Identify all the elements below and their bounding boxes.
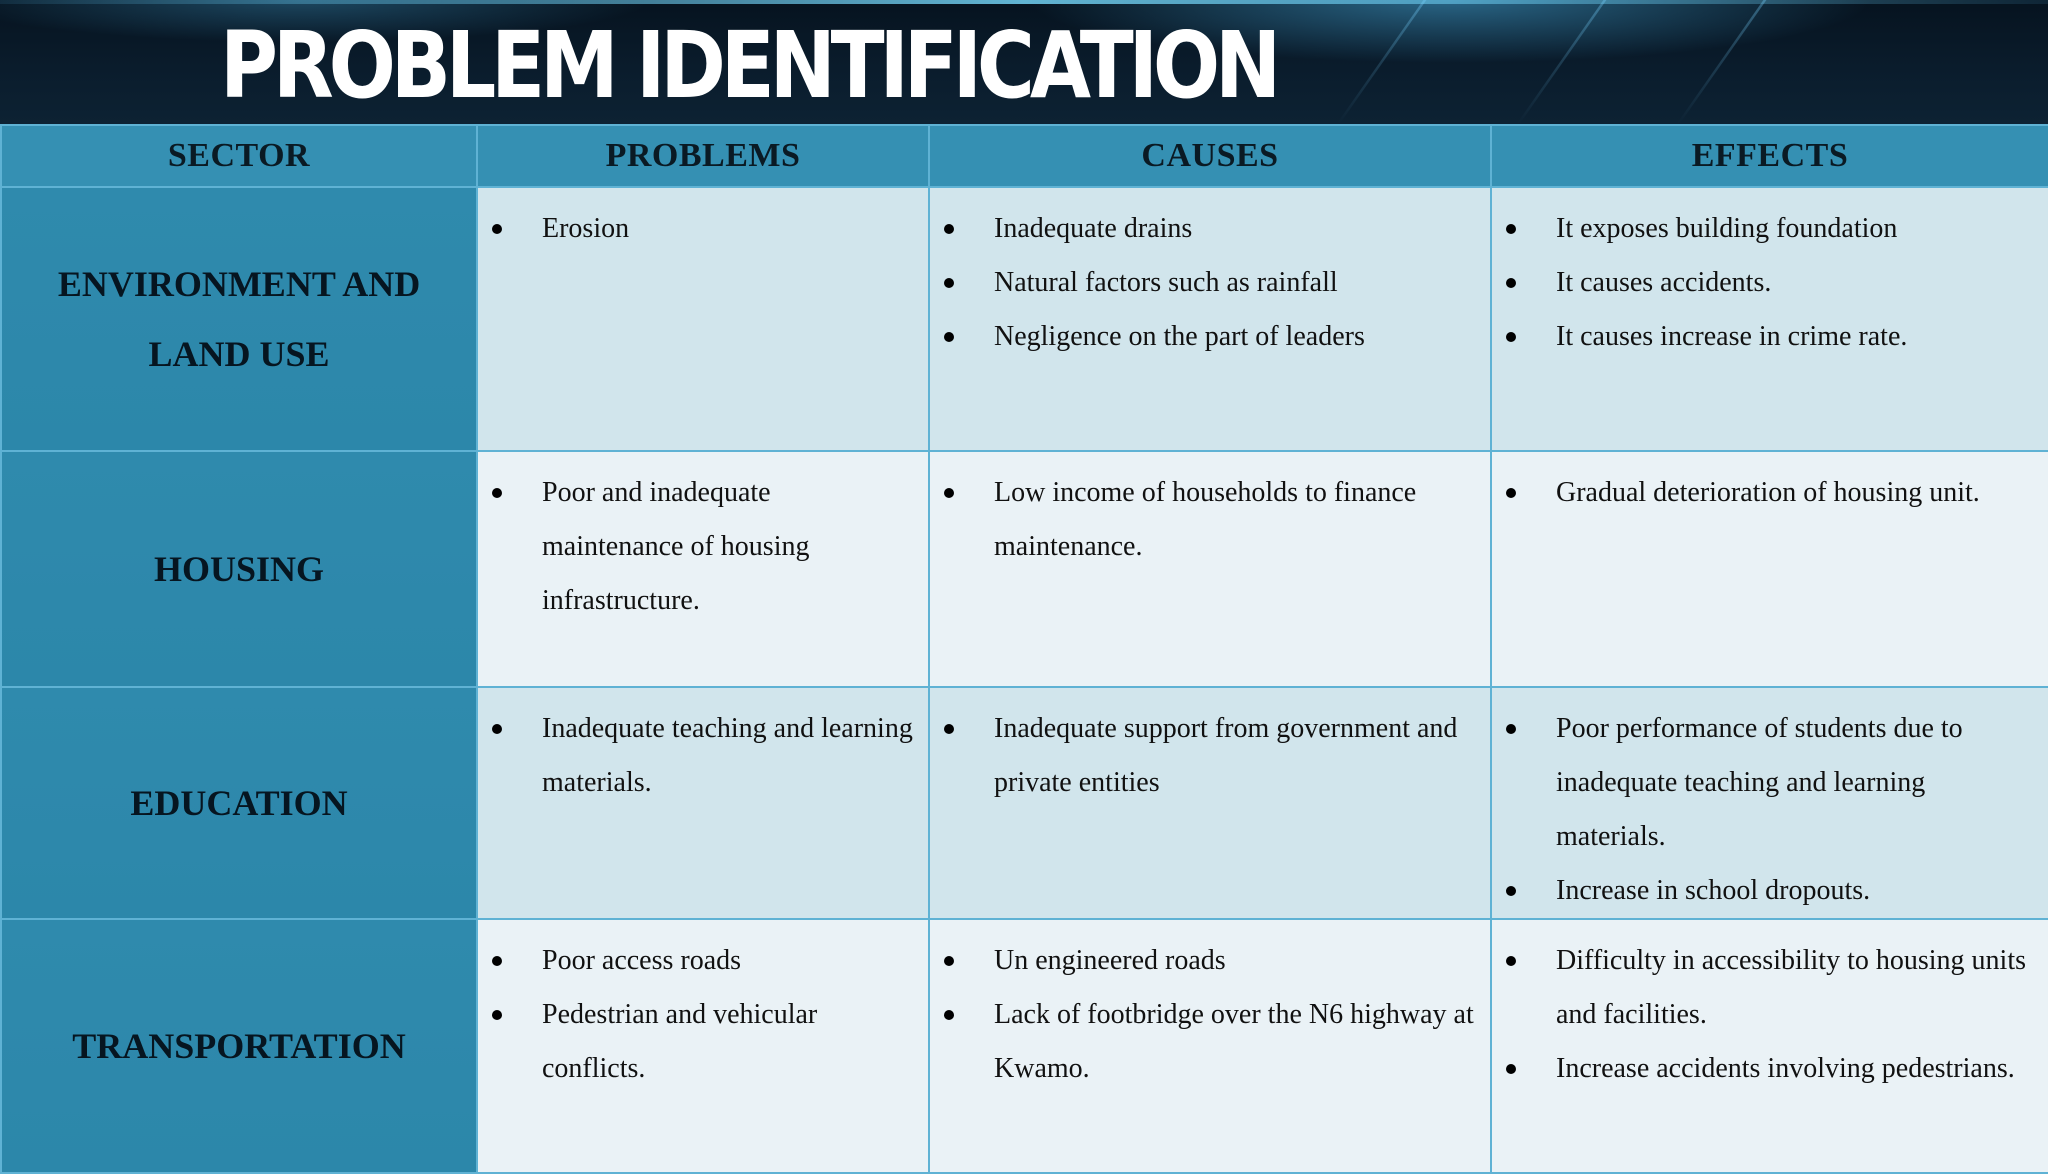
light-streak	[1677, 0, 1767, 124]
problems-list	[478, 920, 928, 1096]
effects-cell	[1491, 187, 2048, 451]
list-item: Natural factors such as rainfall	[930, 256, 1480, 310]
header-sector: SECTOR	[1, 125, 477, 187]
problems-cell	[477, 451, 929, 687]
list-item: It causes increase in crime rate.	[1492, 310, 2038, 364]
table-row	[1, 687, 2048, 919]
list-item: It causes accidents.	[1492, 256, 2038, 310]
problems-list	[478, 452, 928, 628]
list-item: Erosion	[478, 202, 918, 256]
causes-cell	[929, 687, 1491, 919]
problems-cell	[477, 687, 929, 919]
list-item: Poor and inadequate maintenance of housing infrastructure.	[478, 466, 918, 628]
list-item: Inadequate teaching and learning materials.	[478, 702, 918, 810]
list-item: Poor performance of students due to inadequate teaching and learning materials.	[1492, 702, 2038, 864]
list-item: Increase accidents involving pedestrians.	[1492, 1042, 2038, 1096]
list-item: Difficulty in accessibility to housing units and facilities.	[1492, 934, 2038, 1042]
header-problems: PROBLEMS	[477, 125, 929, 187]
list-item: Increase in school dropouts.	[1492, 864, 2038, 918]
problem-identification-table	[0, 124, 2048, 1174]
list-item: Gradual deterioration of housing unit.	[1492, 466, 2038, 520]
slide-title: PROBLEM IDENTIFICATION	[220, 12, 1277, 119]
effects-list	[1492, 688, 2048, 918]
causes-cell	[929, 919, 1491, 1173]
causes-cell	[929, 187, 1491, 451]
effects-cell	[1491, 919, 2048, 1173]
table-row	[1, 451, 2048, 687]
light-streak	[1337, 0, 1427, 124]
sector-cell: ENVIRONMENT AND LAND USE	[1, 187, 477, 451]
sector-cell: TRANSPORTATION	[1, 919, 477, 1173]
list-item: Negligence on the part of leaders	[930, 310, 1480, 364]
problems-list	[478, 188, 928, 256]
causes-list	[930, 688, 1490, 810]
problem-table-container	[0, 124, 2048, 1152]
list-item: Inadequate drains	[930, 202, 1480, 256]
table-row	[1, 919, 2048, 1173]
light-streak	[1517, 0, 1607, 124]
list-item: Pedestrian and vehicular conflicts.	[478, 988, 918, 1096]
effects-list	[1492, 452, 2048, 520]
header-effects: EFFECTS	[1491, 125, 2048, 187]
slide-header	[0, 0, 2048, 124]
causes-list	[930, 188, 1490, 364]
problems-cell	[477, 919, 929, 1173]
causes-list	[930, 920, 1490, 1096]
list-item: It exposes building foundation	[1492, 202, 2038, 256]
effects-cell	[1491, 687, 2048, 919]
table-row	[1, 187, 2048, 451]
list-item: Un engineered roads	[930, 934, 1480, 988]
problems-cell	[477, 187, 929, 451]
sector-cell: EDUCATION	[1, 687, 477, 919]
list-item: Lack of footbridge over the N6 highway at Kwamo.	[930, 988, 1480, 1096]
causes-list	[930, 452, 1490, 574]
causes-cell	[929, 451, 1491, 687]
sector-cell: HOUSING	[1, 451, 477, 687]
table-header-row	[1, 125, 2048, 187]
problems-list	[478, 688, 928, 810]
list-item: Inadequate support from government and private entities	[930, 702, 1480, 810]
effects-list	[1492, 188, 2048, 364]
list-item: Low income of households to finance maintenance.	[930, 466, 1480, 574]
header-causes: CAUSES	[929, 125, 1491, 187]
effects-list	[1492, 920, 2048, 1096]
list-item: Poor access roads	[478, 934, 918, 988]
effects-cell	[1491, 451, 2048, 687]
